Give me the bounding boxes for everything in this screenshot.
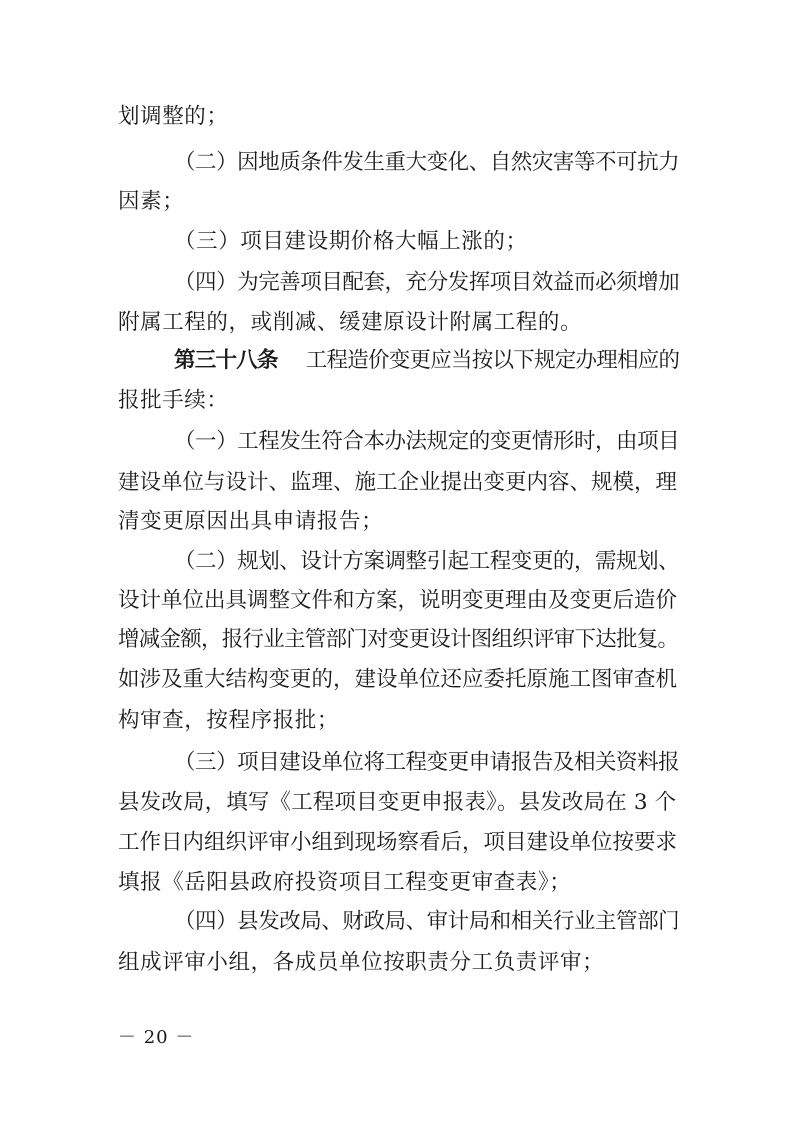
text-line: （二）因地质条件发生重大变化、自然灾害等不可抗力 — [174, 150, 680, 175]
text-line: 构审查，按程序报批； — [118, 708, 340, 733]
article-line — [174, 348, 679, 374]
text-line: 附属工程的，或削减、缓建原设计附属工程的。 — [118, 310, 583, 335]
text-line: （四）为完善项目配套，充分发挥项目效益而必须增加 — [174, 270, 680, 295]
text-line: 清变更原因出具申请报告； — [118, 509, 384, 534]
text-line: （一）工程发生符合本办法规定的变更情形时，由项目 — [174, 429, 680, 454]
text-line: 县发改局，填写《工程项目变更申报表》。县发改局在 3 个 — [118, 790, 677, 815]
text-line: 划调整的； — [118, 104, 229, 129]
text-line: 设计单位出具调整文件和方案，说明变更理由及变更后造价 — [118, 588, 678, 613]
text-line: 如涉及重大结构变更的，建设单位还应委托原施工图审查机 — [118, 667, 678, 692]
text-line: 增减金额，报行业主管部门对变更设计图组织评审下达批复。 — [118, 627, 679, 652]
text-line: 工作日内组织评审小组到现场察看后，项目建设单位按要求 — [118, 830, 678, 855]
text-line: 因素； — [118, 189, 185, 214]
text-line: 报批手续： — [118, 388, 229, 413]
text-line: （三）项目建设期价格大幅上涨的； — [174, 229, 528, 254]
text-line: （二）规划、设计方案调整引起工程变更的，需规划、 — [174, 549, 680, 574]
text-line: （四）县发改局、财政局、审计局和相关行业主管部门 — [174, 909, 680, 934]
article-text: 工程造价变更应当按以下规定办理相应的 — [305, 348, 680, 373]
article-heading: 第三十八条 — [174, 348, 278, 373]
text-line: 建设单位与设计、监理、施工企业提出变更内容、规模，理 — [118, 470, 678, 495]
text-line: （三）项目建设单位将工程变更申请报告及相关资料报 — [174, 750, 680, 775]
page-number: － 20 － — [118, 1027, 195, 1048]
text-line: 填报《岳阳县政府投资项目工程变更审查表》； — [118, 870, 572, 895]
text-line: 组成评审小组，各成员单位按职责分工负责评审； — [118, 950, 605, 975]
